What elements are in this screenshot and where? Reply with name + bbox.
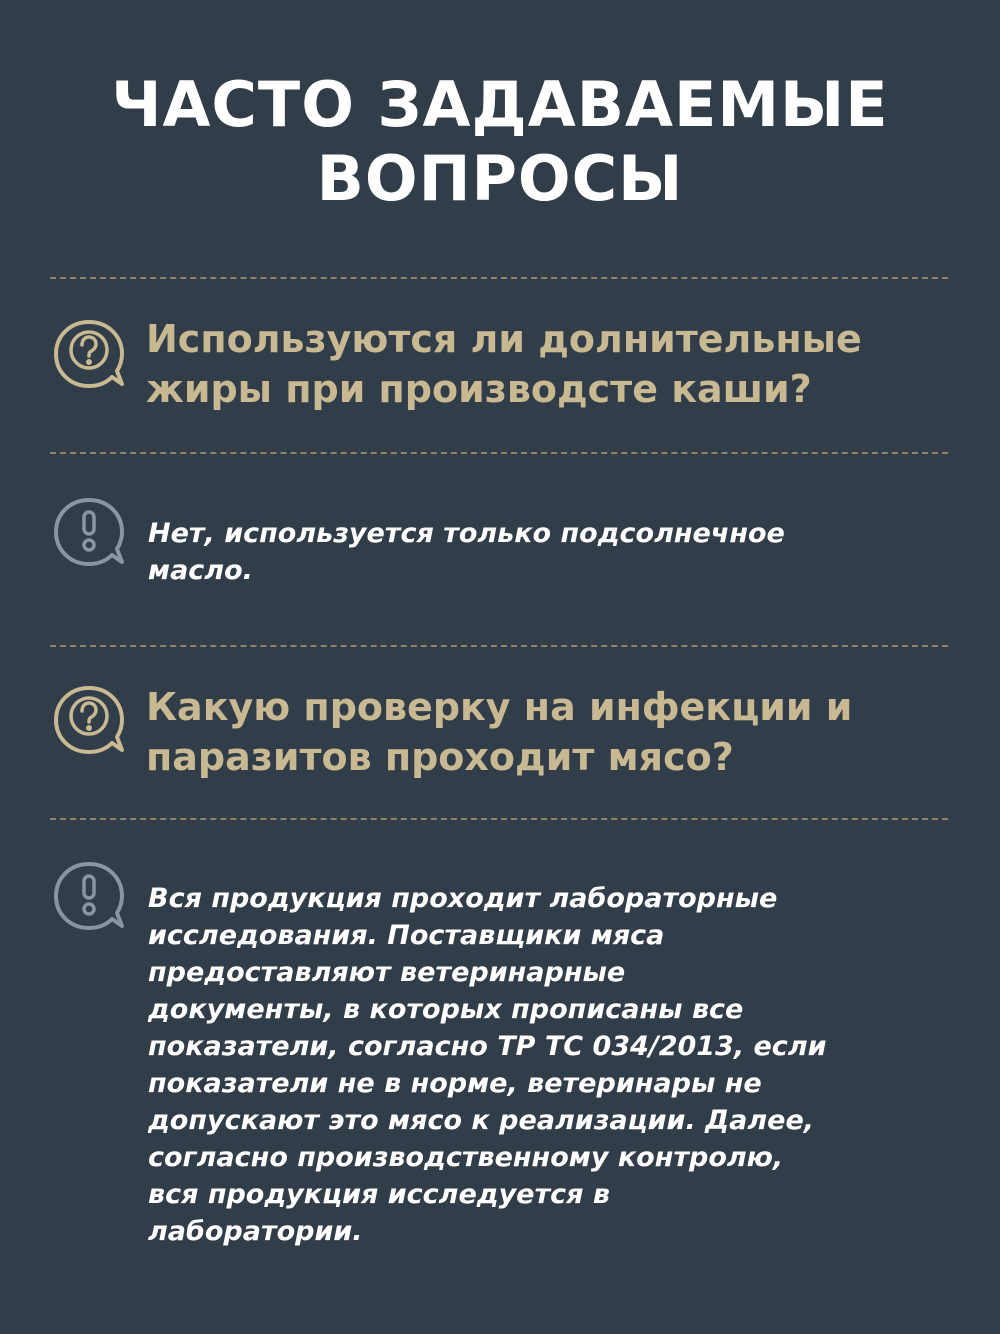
faq-answer: Нет, используется только подсолнечное масло.	[148, 518, 785, 586]
question-bubble-icon	[52, 318, 126, 392]
page-title-line-1: ЧАСТО ЗАДАВАЕМЫЕ	[111, 68, 889, 141]
faq-answer: Вся продукция проходит лабораторные исследования. Поставщики мяса предоставляют ветеринарные документы, в которых прописаны все показатели, согласно ТР ТС 034/2013, если показатели не в норме, ветеринары не допускают это мясо к реализации. Далее, согласно производственному контролю, вся продукция исследуется в лаборатории.	[148, 883, 827, 1247]
divider	[50, 452, 948, 454]
divider	[50, 818, 948, 820]
page-title-line-2: ВОПРОСЫ	[316, 142, 684, 215]
exclamation-bubble-icon	[52, 860, 126, 934]
exclamation-bubble-icon	[52, 496, 126, 570]
faq-question: Какую проверку на инфекции и паразитов проходит мясо?	[146, 685, 853, 779]
faq-question: Используются ли долнительные жиры при производсте каши?	[146, 317, 862, 411]
question-bubble-icon	[52, 684, 126, 758]
divider	[50, 645, 948, 647]
page-title	[0, 68, 1000, 216]
divider	[50, 277, 948, 279]
